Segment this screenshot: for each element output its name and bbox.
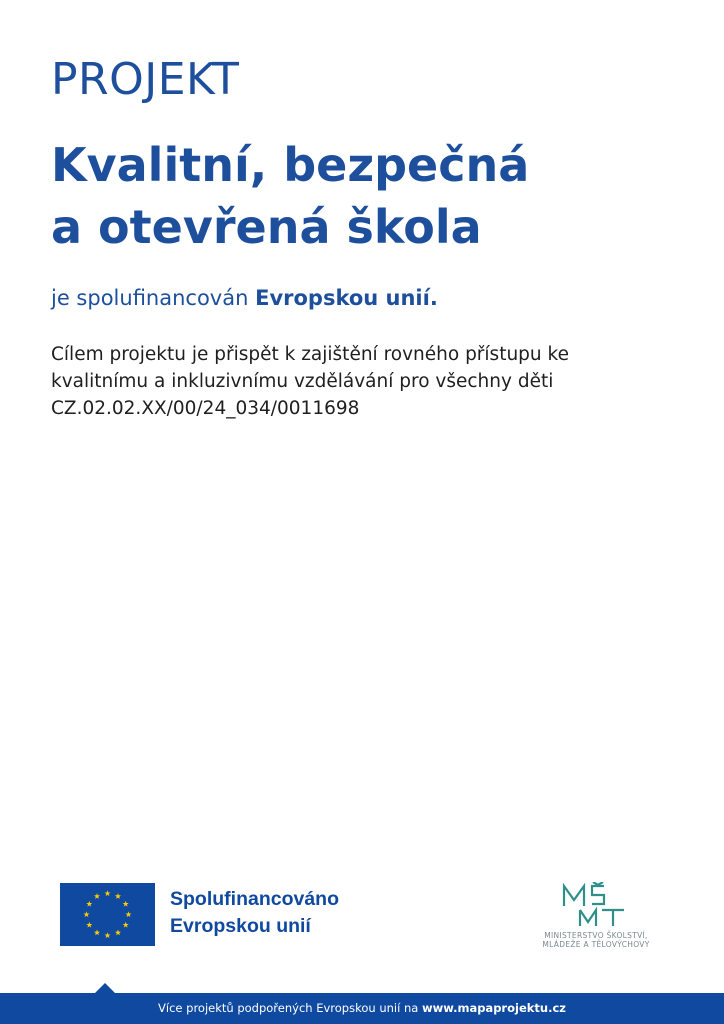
eu-star-icon: [83, 911, 89, 917]
project-kicker: PROJEKT: [51, 54, 240, 105]
eu-star-icon: [104, 932, 110, 938]
description-line: Cílem projektu je přispět k zajištění rovného přístupu ke: [51, 344, 569, 365]
funding-statement: [51, 286, 438, 310]
eu-star-icon: [125, 911, 131, 917]
eu-cofunded-line: Spolufinancováno: [170, 888, 340, 910]
msmt-caption-line: MINISTERSTVO ŠKOLSTVÍ,: [544, 931, 648, 940]
msmt-mark-icon: [560, 882, 632, 928]
eu-flag-icon: [60, 883, 155, 946]
eu-star-icon: [104, 890, 110, 896]
eu-star-icon: [123, 922, 129, 928]
msmt-logo: [526, 880, 666, 950]
msmt-caption: [526, 931, 666, 949]
eu-star-icon: [115, 893, 121, 899]
eu-star-icon: [94, 929, 100, 935]
description-line: kvalitnímu a inkluzivnímu vzdělávání pro všechny děti: [51, 371, 554, 392]
project-registration-number: CZ.02.02.XX/00/24_034/0011698: [51, 398, 360, 419]
funding-emphasis: Evropskou unií.: [255, 286, 438, 310]
project-title: [51, 134, 529, 258]
footer-text: [0, 1001, 724, 1015]
eu-star-icon: [94, 893, 100, 899]
eu-star-icon: [123, 901, 129, 907]
funding-prefix: je spolufinancován: [51, 286, 256, 310]
project-title-line: a otevřená škola: [51, 200, 482, 254]
footer-label: Více projektů podpořených Evropskou unií na: [158, 1001, 422, 1015]
eu-star-icon: [86, 901, 92, 907]
eu-cofunded-line: Evropskou unií: [170, 915, 311, 937]
msmt-caption-line: MLÁDEŽE A TĚLOVÝCHOVY: [542, 940, 650, 949]
eu-star-icon: [86, 922, 92, 928]
footer-link[interactable]: www.mapaprojektu.cz: [421, 1001, 566, 1015]
eu-star-icon: [115, 929, 121, 935]
project-title-line: Kvalitní, bezpečná: [51, 138, 530, 192]
eu-cofunded-label: [170, 886, 339, 940]
project-description: [51, 341, 569, 422]
